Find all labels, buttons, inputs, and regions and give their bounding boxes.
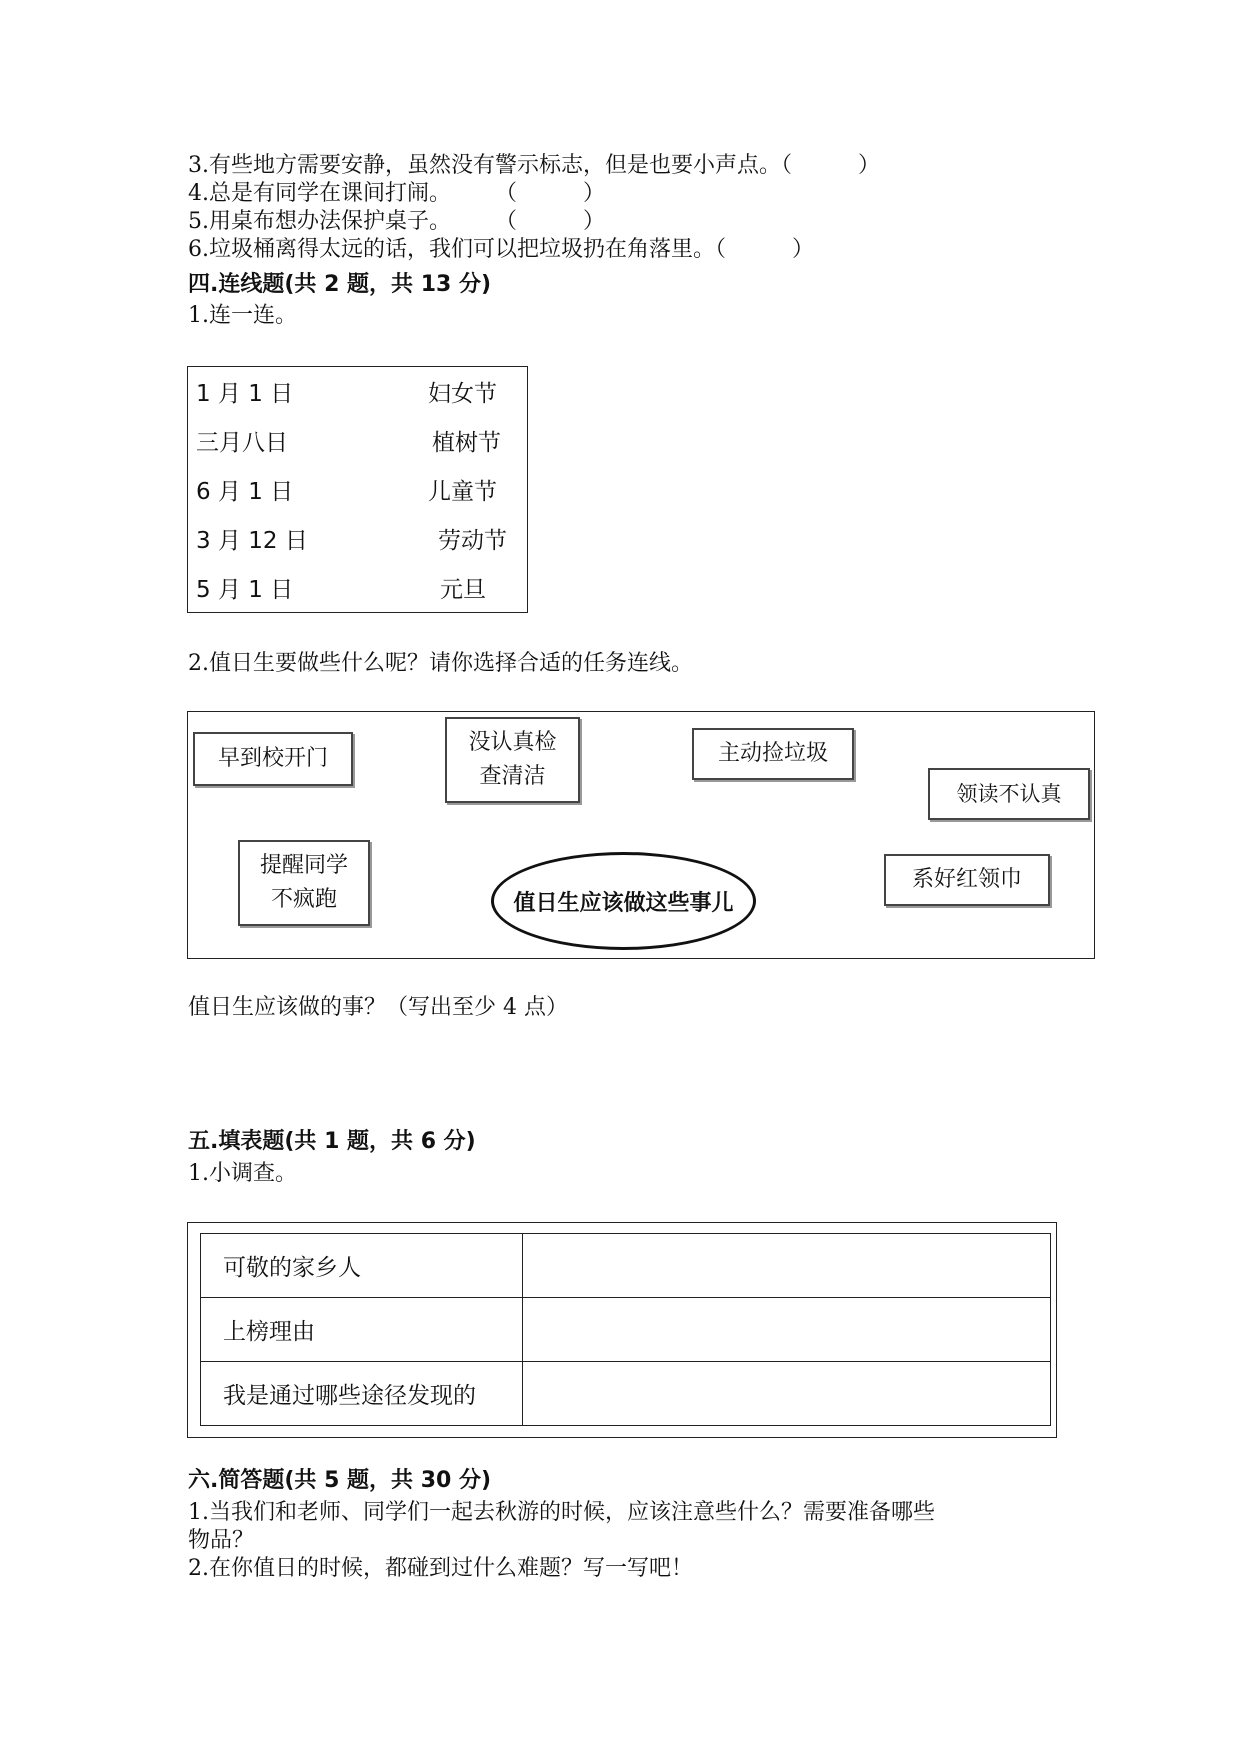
holiday-item: 儿童节 [428,479,497,505]
holiday-item: 植树节 [432,430,501,456]
survey-answer-cell[interactable] [523,1298,1051,1362]
survey-label: 可敬的家乡人 [201,1234,523,1298]
survey-outer-frame [187,1222,1057,1438]
date-item: 三月八日 [196,430,288,456]
holiday-item: 妇女节 [428,381,497,407]
date-item: 5 月 1 日 [196,577,294,603]
task-check-cleaning [445,717,580,803]
survey-label: 我是通过哪些途径发现的 [201,1362,523,1426]
date-item: 3 月 12 日 [196,528,308,554]
survey-table [200,1233,1051,1426]
task-line: 不疯跑 [270,887,337,912]
question-6-1: 1.当我们和老师、同学们一起去秋游的时候，应该注意些什么？需要准备哪些 [188,1500,935,1525]
task-line: 没认真检 [468,730,557,755]
question-5-1: 1.小调查。 [188,1161,297,1186]
duty-task-panel [187,711,1095,959]
task-remind-classmates [238,840,370,926]
date-item: 6 月 1 日 [196,479,294,505]
center-ellipse: 值日生应该做这些事儿 [491,852,756,950]
survey-label: 上榜理由 [201,1298,523,1362]
question-6-1-cont: 物品？ [188,1528,255,1553]
task-open-door: 早到校开门 [193,732,353,786]
judgment-item-4: 4.总是有同学在课间打闹。 （ ） [188,181,605,206]
task-lead-reading: 领读不认真 [928,768,1090,820]
judgment-item-5: 5.用桌布想办法保护桌子。 （ ） [188,209,605,234]
judgment-item-3: 3.有些地方需要安静，虽然没有警示标志，但是也要小声点。（ ） [188,153,880,178]
matching-box-dates [187,366,528,613]
question-4-1: 1.连一连。 [188,303,297,328]
holiday-item: 劳动节 [438,528,507,554]
section-5-heading: 五.填表题(共 1 题，共 6 分) [188,1129,476,1154]
question-6-2: 2.在你值日的时候，都碰到过什么难题？写一写吧！ [188,1556,693,1581]
table-row [201,1362,1051,1426]
duty-prompt: 值日生应该做的事？（写出至少 4 点） [188,995,568,1020]
survey-answer-cell[interactable] [523,1362,1051,1426]
judgment-item-6: 6.垃圾桶离得太远的话，我们可以把垃圾扔在角落里。（ ） [188,237,814,262]
task-line: 查清洁 [479,764,546,789]
survey-answer-cell[interactable] [523,1234,1051,1298]
task-red-scarf: 系好红领巾 [884,854,1050,906]
holiday-item: 元旦 [440,577,486,603]
task-line: 提醒同学 [259,853,348,878]
question-4-2: 2.值日生要做些什么呢？请你选择合适的任务连线。 [188,651,693,676]
section-4-heading: 四.连线题(共 2 题，共 13 分) [188,272,492,297]
date-item: 1 月 1 日 [196,381,294,407]
section-6-heading: 六.简答题(共 5 题，共 30 分) [188,1468,492,1493]
table-row [201,1298,1051,1362]
table-row [201,1234,1051,1298]
task-pick-up-trash: 主动捡垃圾 [692,728,854,780]
